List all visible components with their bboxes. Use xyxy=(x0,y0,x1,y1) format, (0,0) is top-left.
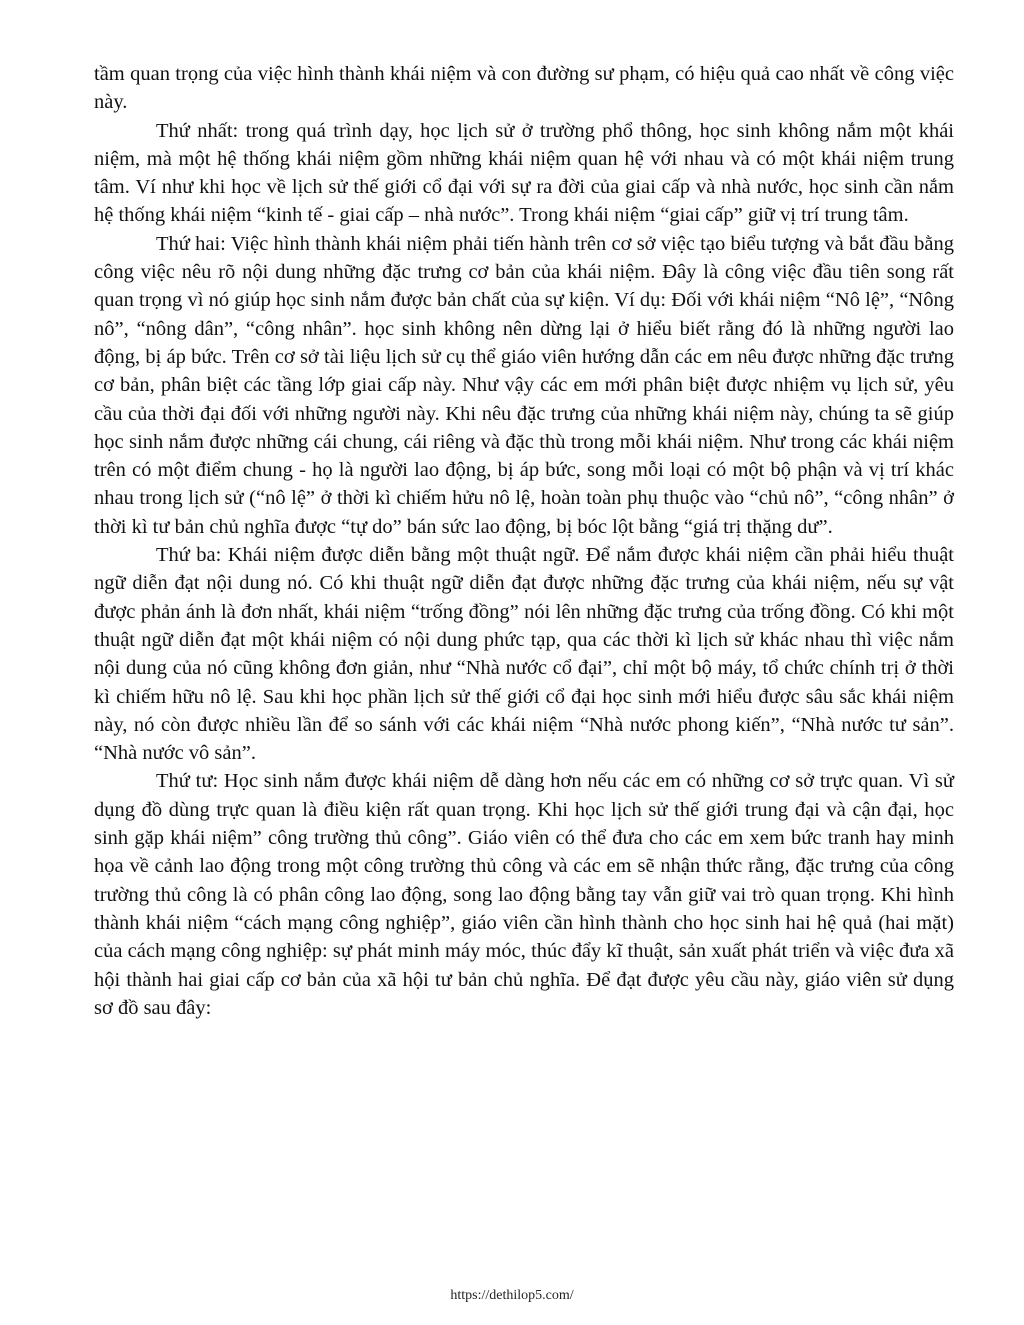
paragraph-intro-continuation: tầm quan trọng của việc hình thành khái niệm và con đường sư phạm, có hiệu quả cao nhất về công việc này. xyxy=(94,63,954,114)
paragraph-thu-nhat: Thứ nhất: trong quá trình dạy, học lịch sử ở trường phổ thông, học sinh không nắm một khái niệm, mà một hệ thống khái niệm gồm những khái niệm quan hệ với nhau và có một khái niệm trung tâm. Ví như khi học về lịch sử thế giới cổ đại với sự ra đời của giai cấp và nhà nước, học sinh cần nắm hệ thống khái niệm “kinh tế - giai cấp – nhà nước”. Trong khái niệm “giai cấp” giữ vị trí trung tâm. xyxy=(94,119,954,227)
document-body xyxy=(94,60,954,1022)
paragraph-thu-ba: Thứ ba: Khái niệm được diễn bằng một thuật ngữ. Để nắm được khái niệm cần phải hiểu thuật ngữ diễn đạt nội dung nó. Có khi thuật ngữ diễn đạt được những đặc trưng của khái niệm, nếu sự vật được phản ánh là đơn nhất, khái niệm “trống đồng” nói lên những đặc trưng của trống đồng. Có khi một thuật ngữ diễn đạt một khái niệm có nội dung phức tạp, qua các thời kì lịch sử khác nhau thì việc nắm nội dung của nó cũng không đơn giản, như “Nhà nước cổ đại”, chỉ một bộ máy, tổ chức chính trị ở thời kì chiếm hữu nô lệ. Sau khi học phần lịch sử thế giới cổ đại học sinh mới hiểu được sâu sắc khái niệm này, nó còn được nhiều lần để so sánh với các khái niệm “Nhà nước phong kiến”, “Nhà nước tư sản”. “Nhà nước vô sản”. xyxy=(94,544,954,765)
paragraph-thu-tu: Thứ tư: Học sinh nắm được khái niệm dễ dàng hơn nếu các em có những cơ sở trực quan. Vì sử dụng đồ dùng trực quan là điều kiện rất quan trọng. Khi học lịch sử thế giới trung đại và cận đại, học sinh gặp khái niệm” công trường thủ công”. Giáo viên có thể đưa cho các em xem bức tranh hay minh họa về cảnh lao động trong một công trường thủ công và các em sẽ nhận thức rằng, đặc trưng của công trường thủ công là có phân công lao động, song lao động bằng tay vẫn giữ vai trò quan trọng. Khi hình thành khái niệm “cách mạng công nghiệp”, giáo viên cần hình thành cho học sinh hai hệ quả (hai mặt) của cách mạng công nghiệp: sự phát minh máy móc, thúc đẩy kĩ thuật, sản xuất phát triển và việc đưa xã hội thành hai giai cấp cơ bản của xã hội tư bản chủ nghĩa. Để đạt được yêu cầu này, giáo viên sử dụng sơ đồ sau đây: xyxy=(94,770,954,1019)
paragraph-thu-hai: Thứ hai: Việc hình thành khái niệm phải tiến hành trên cơ sở việc tạo biểu tượng và bắt đầu bằng công việc nêu rõ nội dung những đặc trưng cơ bản của khái niệm. Đây là công việc đầu tiên song rất quan trọng vì nó giúp học sinh nắm được bản chất của sự kiện. Ví dụ: Đối với khái niệm “Nô lệ”, “Nông nô”, “nông dân”, “công nhân”. học sinh không nên dừng lại ở hiểu biết rằng đó là những người lao động, bị áp bức. Trên cơ sở tài liệu lịch sử cụ thể giáo viên hướng dẫn các em nêu được những đặc trưng cơ bản, phân biệt các tầng lớp giai cấp này. Như vậy các em mới phân biệt được nhiệm vụ lịch sử, yêu cầu của thời đại đối với những người này. Khi nêu đặc trưng của những khái niệm này, chúng ta sẽ giúp học sinh nắm được những cái chung, cái riêng và đặc thù trong mỗi khái niệm. Như trong các khái niệm trên có một điểm chung - họ là người lao động, bị áp bức, song mỗi loại có một bộ phận và vị trí khác nhau trong lịch sử (“nô lệ” ở thời kì chiếm hửu nô lệ, hoàn toàn phụ thuộc vào “chủ nô”, “công nhân” ở thời kì tư bản chủ nghĩa được “tự do” bán sức lao động, bị bóc lột bằng “giá trị thặng dư”. xyxy=(94,232,954,538)
footer-url[interactable]: https://dethilop5.com/ xyxy=(450,1288,574,1303)
